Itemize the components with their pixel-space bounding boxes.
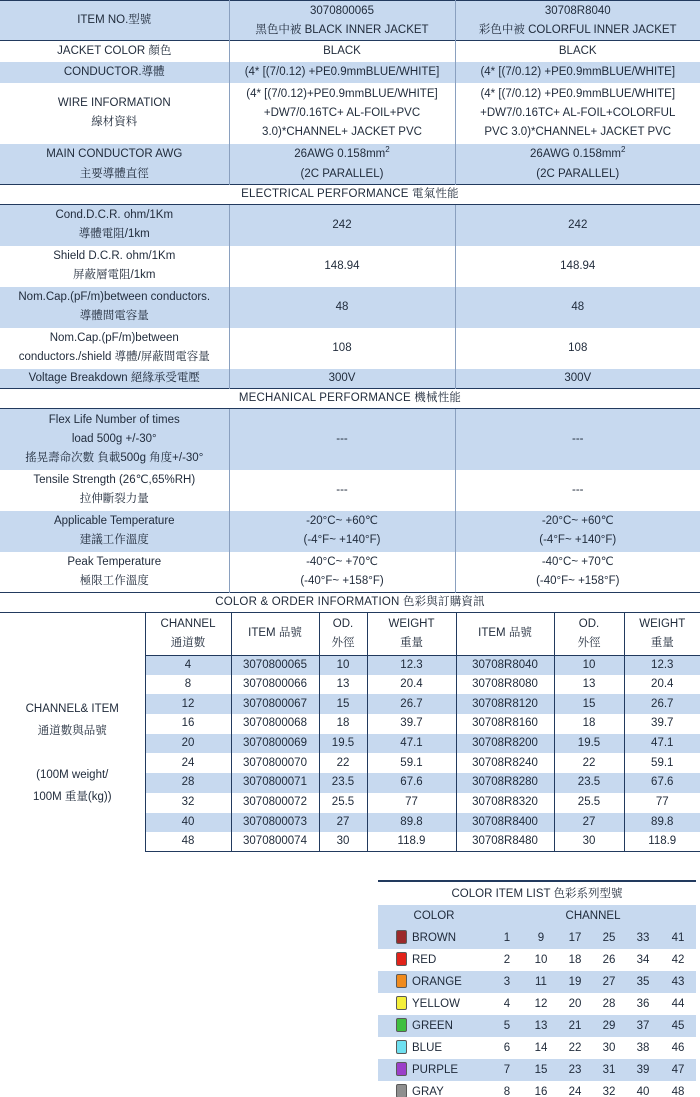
od-header-zh: 外徑 (331, 636, 355, 649)
wire-info-label-en: WIRE INFORMATION (57, 97, 171, 109)
color-list-row (378, 927, 696, 949)
channel-number: 29 (592, 1015, 626, 1037)
channel-cell: 32 (145, 793, 231, 813)
color-name-cell (378, 1037, 490, 1059)
weight1-cell: 20.4 (367, 675, 456, 695)
color-name-cell (378, 993, 490, 1015)
channel-cell: 28 (145, 773, 231, 793)
item-no-label: ITEM NO.型號 (0, 1, 229, 41)
awg-unit-sup: 2 (621, 144, 626, 154)
channel-number: 2 (490, 949, 524, 971)
item1-cell: 3070800068 (231, 714, 319, 734)
channel-number: 47 (660, 1059, 696, 1081)
color-name: GREEN (412, 1020, 453, 1032)
yellow-swatch-icon (396, 996, 407, 1010)
elec-col2: 148.94 (455, 246, 700, 287)
electrical-title: ELECTRICAL PERFORMANCE 電氣性能 (0, 185, 700, 205)
awg-label-en: MAIN CONDUCTOR AWG (0, 144, 229, 165)
applicable-label-line: 建議工作溫度 (79, 534, 149, 546)
channel-number: 16 (524, 1081, 558, 1097)
elec-label-line: Nom.Cap.(pF/m)between conductors. (18, 291, 211, 303)
weight1-header (367, 613, 456, 655)
channel-number: 1 (490, 927, 524, 949)
flex-col2: --- (455, 409, 700, 470)
elec-label-line: Nom.Cap.(pF/m)between (49, 332, 179, 344)
elec-col1: 148.94 (229, 246, 455, 287)
channel-number: 32 (592, 1081, 626, 1097)
color-list-row (378, 1015, 696, 1037)
wire-info-col2-line: (4* [(7/0.12) +PE0.9mmBLUE/WHITE] (480, 87, 676, 100)
peak-temp-col2 (455, 552, 700, 593)
channel-number: 24 (558, 1081, 592, 1097)
weight1-cell: 39.7 (367, 714, 456, 734)
wire-info-col2 (455, 83, 700, 144)
temp-line: (-40°F~ +158°F) (536, 574, 620, 587)
header-col2 (455, 1, 700, 41)
color-list-row (378, 1037, 696, 1059)
channel-number: 5 (490, 1015, 524, 1037)
awg-label-zh: 主要導體直徑 (0, 165, 229, 185)
peak-temp-label (0, 552, 229, 593)
item1-cell: 3070800069 (231, 734, 319, 754)
channel-number: 28 (592, 993, 626, 1015)
od1-cell: 30 (319, 832, 367, 852)
channel-number: 3 (490, 971, 524, 993)
side-label-line (2, 742, 143, 764)
awg-note-row (0, 165, 700, 185)
channel-number: 26 (592, 949, 626, 971)
channel-number: 33 (626, 927, 660, 949)
channel-cell: 16 (145, 714, 231, 734)
item2-cell: 30708R8240 (456, 753, 554, 773)
awg-col1 (229, 144, 455, 165)
elec-label-line: 導體間電容量 (79, 310, 149, 322)
order-header-row (0, 613, 700, 655)
weight1-cell: 59.1 (367, 753, 456, 773)
od1-cell: 19.5 (319, 734, 367, 754)
header-col1 (229, 1, 455, 41)
color-list-header-row (378, 905, 696, 927)
weight2-cell: 118.9 (624, 832, 700, 852)
od1-cell: 15 (319, 694, 367, 714)
peak-label-line: Peak Temperature (67, 555, 162, 568)
color-list-title-row (378, 881, 696, 905)
weight1-cell: 12.3 (367, 655, 456, 675)
weight2-cell: 89.8 (624, 813, 700, 833)
color-name-cell (378, 1059, 490, 1081)
channel-number: 48 (660, 1081, 696, 1097)
od-header-en: OD. (578, 617, 600, 630)
elec-col1: 242 (229, 205, 455, 246)
weight2-cell: 59.1 (624, 753, 700, 773)
col2-model: 30708R8040 (544, 4, 611, 17)
green-swatch-icon (396, 1018, 407, 1032)
item2-cell: 30708R8160 (456, 714, 554, 734)
temp-line: (-4°F~ +140°F) (539, 534, 617, 546)
channel-number: 17 (558, 927, 592, 949)
awg-col2 (455, 144, 700, 165)
order-title: COLOR & ORDER INFORMATION 色彩與訂購資訊 (0, 593, 700, 613)
od2-cell: 25.5 (554, 793, 624, 813)
weight2-cell: 77 (624, 793, 700, 813)
conductor-col2: (4* [(7/0.12) +PE0.9mmBLUE/WHITE] (455, 62, 700, 83)
item1-cell: 3070800074 (231, 832, 319, 852)
order-table (0, 613, 700, 852)
channel-number: 27 (592, 971, 626, 993)
channel-number: 20 (558, 993, 592, 1015)
order-row (0, 655, 700, 675)
item1-cell: 3070800065 (231, 655, 319, 675)
item2-cell: 30708R8040 (456, 655, 554, 675)
channel-number: 11 (524, 971, 558, 993)
header-row (0, 1, 700, 41)
channel-number: 37 (626, 1015, 660, 1037)
od-header-zh: 外徑 (577, 636, 601, 649)
brown-swatch-icon (396, 930, 407, 944)
channel-number: 45 (660, 1015, 696, 1037)
conductor-col1: (4* [(7/0.12) +PE0.9mmBLUE/WHITE] (229, 62, 455, 83)
elec-label-line: 屏蔽層電阻/1km (73, 269, 156, 281)
channel-number: 40 (626, 1081, 660, 1097)
od1-cell: 18 (319, 714, 367, 734)
elec-label (0, 246, 229, 287)
color-name-cell (378, 971, 490, 993)
side-label-line: 通道數與品號 (37, 725, 107, 738)
tensile-label-line: Tensile Strength (26℃,65%RH) (33, 474, 196, 486)
weight1-cell: 67.6 (367, 773, 456, 793)
color-name-cell (378, 1081, 490, 1097)
item2-header: ITEM 品號 (456, 613, 554, 655)
weight2-header (624, 613, 700, 655)
flex-row (0, 409, 700, 470)
applicable-temp-col1 (229, 511, 455, 552)
weight2-cell: 26.7 (624, 694, 700, 714)
color-header: COLOR (378, 905, 490, 927)
channel-number: 18 (558, 949, 592, 971)
peak-temp-col1 (229, 552, 455, 593)
color-list-row (378, 949, 696, 971)
channel-number: 6 (490, 1037, 524, 1059)
channel-number: 13 (524, 1015, 558, 1037)
side-label-line: 100M 重量(kg)) (32, 791, 112, 804)
channel-cell: 20 (145, 734, 231, 754)
awg-col1-note: (2C PARALLEL) (229, 165, 455, 185)
channel-number: 41 (660, 927, 696, 949)
channel-number: 10 (524, 949, 558, 971)
elec-label (0, 205, 229, 246)
channel-header (145, 613, 231, 655)
color-name: YELLOW (412, 998, 460, 1010)
channel-header-zh: 通道數 (170, 636, 206, 649)
weight-header-en: WEIGHT (388, 617, 435, 630)
purple-swatch-icon (396, 1062, 407, 1076)
od2-cell: 22 (554, 753, 624, 773)
color-list-table (378, 880, 696, 1097)
wire-info-label-zh: 線材資料 (91, 116, 138, 128)
channel-number: 14 (524, 1037, 558, 1059)
od2-cell: 19.5 (554, 734, 624, 754)
od1-cell: 27 (319, 813, 367, 833)
color-name: ORANGE (412, 976, 462, 988)
channel-number: 8 (490, 1081, 524, 1097)
elec-col1: 108 (229, 328, 455, 369)
tensile-label-line: 拉伸斷裂力量 (79, 493, 149, 505)
tensile-col2: --- (455, 470, 700, 511)
od1-header (319, 613, 367, 655)
awg-row (0, 144, 700, 165)
channel-number: 23 (558, 1059, 592, 1081)
od1-cell: 22 (319, 753, 367, 773)
elec-col1: 48 (229, 287, 455, 328)
item1-cell: 3070800070 (231, 753, 319, 773)
color-name-cell (378, 1015, 490, 1037)
tensile-label (0, 470, 229, 511)
od1-cell: 25.5 (319, 793, 367, 813)
od2-cell: 10 (554, 655, 624, 675)
weight-header-zh: 重量 (400, 636, 423, 649)
applicable-label-line: Applicable Temperature (53, 515, 175, 527)
wire-info-col1 (229, 83, 455, 144)
weight1-cell: 89.8 (367, 813, 456, 833)
jacket-color-col1: BLACK (229, 41, 455, 62)
color-list-body (378, 927, 696, 1097)
item1-cell: 3070800067 (231, 694, 319, 714)
weight1-cell: 47.1 (367, 734, 456, 754)
item1-header: ITEM 品號 (231, 613, 319, 655)
col1-desc: 黑色中被 BLACK INNER JACKET (255, 23, 429, 36)
color-name-cell (378, 927, 490, 949)
jacket-color-col2: BLACK (455, 41, 700, 62)
temp-line: -20°C~ +60℃ (306, 515, 378, 527)
wire-info-col2-line: +DW7/0.16TC+ AL-FOIL+COLORFUL (480, 106, 676, 119)
item1-cell: 3070800066 (231, 675, 319, 695)
weight2-cell: 47.1 (624, 734, 700, 754)
electrical-section (0, 185, 700, 205)
temp-line: (-40°F~ +158°F) (300, 574, 384, 587)
flex-label-line: load 500g +/-30° (71, 432, 157, 445)
order-body (0, 655, 700, 852)
channel-number: 38 (626, 1037, 660, 1059)
od-header-en: OD. (332, 617, 354, 630)
channel-cell: 24 (145, 753, 231, 773)
elec-label (0, 287, 229, 328)
elec-col2: 48 (455, 287, 700, 328)
color-list-row (378, 1059, 696, 1081)
od2-cell: 18 (554, 714, 624, 734)
red-swatch-icon (396, 952, 407, 966)
channel-number: 43 (660, 971, 696, 993)
channel-number: 44 (660, 993, 696, 1015)
od2-cell: 15 (554, 694, 624, 714)
elec-col2: 108 (455, 328, 700, 369)
jacket-color-row (0, 41, 700, 62)
awg-col2-note: (2C PARALLEL) (455, 165, 700, 185)
flex-label-line: Flex Life Number of times (48, 413, 180, 426)
temp-line: -40°C~ +70℃ (541, 555, 614, 568)
color-list-title: COLOR ITEM LIST 色彩系列型號 (378, 881, 696, 905)
od2-header (554, 613, 624, 655)
color-name: BROWN (412, 932, 457, 944)
weight1-cell: 77 (367, 793, 456, 813)
col1-model: 3070800065 (310, 4, 374, 17)
wire-info-col1-line: +DW7/0.16TC+ AL-FOIL+PVC (263, 106, 421, 119)
channel-number: 35 (626, 971, 660, 993)
channel-number: 4 (490, 993, 524, 1015)
item2-cell: 30708R8280 (456, 773, 554, 793)
wire-info-row (0, 83, 700, 144)
elec-col2: 242 (455, 205, 700, 246)
channel-cell: 4 (145, 655, 231, 675)
awg-col1-value: 26AWG 0.158mm (294, 147, 386, 160)
item2-cell: 30708R8480 (456, 832, 554, 852)
channel-number: 39 (626, 1059, 660, 1081)
color-name: GRAY (412, 1086, 444, 1097)
peak-label-line: 極限工作溫度 (79, 574, 149, 587)
channel-cell: 8 (145, 675, 231, 695)
weight1-cell: 118.9 (367, 832, 456, 852)
item1-cell: 3070800071 (231, 773, 319, 793)
channel-number: 22 (558, 1037, 592, 1059)
awg-unit-sup: 2 (385, 144, 390, 154)
applicable-temp-row (0, 511, 700, 552)
flex-label-line: 搖晃壽命次數 負載500g 角度+/-30° (25, 451, 204, 464)
color-list-row (378, 971, 696, 993)
conductor-row (0, 62, 700, 83)
item2-cell: 30708R8120 (456, 694, 554, 714)
peak-temp-row (0, 552, 700, 593)
elec-row (0, 205, 700, 246)
od1-cell: 13 (319, 675, 367, 695)
temp-line: (-4°F~ +140°F) (303, 534, 381, 546)
od2-cell: 23.5 (554, 773, 624, 793)
color-list-row (378, 1081, 696, 1097)
od1-cell: 10 (319, 655, 367, 675)
orange-swatch-icon (396, 974, 407, 988)
channel-number: 31 (592, 1059, 626, 1081)
color-name-cell (378, 949, 490, 971)
gray-swatch-icon (396, 1084, 407, 1097)
elec-row (0, 246, 700, 287)
elec-row (0, 328, 700, 369)
applicable-temp-label (0, 511, 229, 552)
wire-info-col1-line: (4* [(7/0.12)+PE0.9mmBLUE/WHITE] (246, 87, 438, 100)
order-section (0, 593, 700, 613)
channel-number: 30 (592, 1037, 626, 1059)
temp-line: -20°C~ +60℃ (541, 515, 614, 527)
item2-cell: 30708R8400 (456, 813, 554, 833)
channel-number: 15 (524, 1059, 558, 1081)
channel-cell: 40 (145, 813, 231, 833)
item2-cell: 30708R8320 (456, 793, 554, 813)
od2-cell: 30 (554, 832, 624, 852)
channel-number: 36 (626, 993, 660, 1015)
side-label-line: (100M weight/ (36, 769, 109, 782)
weight-header-en: WEIGHT (639, 617, 686, 630)
elec-label-line: Shield D.C.R. ohm/1Km (53, 250, 176, 262)
elec-row (0, 369, 700, 389)
color-name: BLUE (412, 1042, 443, 1054)
channel-number: 9 (524, 927, 558, 949)
channel-number: 7 (490, 1059, 524, 1081)
channel-number: 21 (558, 1015, 592, 1037)
order-header-blank (0, 613, 145, 655)
weight2-cell: 67.6 (624, 773, 700, 793)
channel-header: CHANNEL (490, 905, 696, 927)
flex-label (0, 409, 229, 470)
elec-label: Voltage Breakdown 絕緣承受電壓 (0, 369, 229, 389)
awg-col2-value: 26AWG 0.158mm (530, 147, 621, 160)
weight2-cell: 20.4 (624, 675, 700, 695)
od2-cell: 27 (554, 813, 624, 833)
weight1-cell: 26.7 (367, 694, 456, 714)
temp-line: -40°C~ +70℃ (306, 555, 378, 568)
channel-number: 25 (592, 927, 626, 949)
channel-header-en: CHANNEL (160, 617, 216, 630)
elec-label-line: conductors./shield 導體/屏蔽間電容量 (18, 351, 210, 363)
applicable-temp-col2 (455, 511, 700, 552)
weight2-cell: 39.7 (624, 714, 700, 734)
item2-cell: 30708R8200 (456, 734, 554, 754)
color-list-row (378, 993, 696, 1015)
channel-number: 46 (660, 1037, 696, 1059)
col2-desc: 彩色中被 COLORFUL INNER JACKET (478, 23, 677, 36)
side-label-line: CHANNEL& ITEM (25, 703, 119, 716)
channel-cell: 48 (145, 832, 231, 852)
jacket-color-label: JACKET COLOR 顏色 (0, 41, 229, 62)
item1-cell: 3070800072 (231, 793, 319, 813)
color-name: RED (412, 954, 437, 966)
channel-number: 34 (626, 949, 660, 971)
od2-cell: 13 (554, 675, 624, 695)
item2-cell: 30708R8080 (456, 675, 554, 695)
elec-col2: 300V (455, 369, 700, 389)
tensile-col1: --- (229, 470, 455, 511)
tensile-row (0, 470, 700, 511)
channel-number: 42 (660, 949, 696, 971)
weight-header-zh: 重量 (650, 636, 674, 649)
od1-cell: 23.5 (319, 773, 367, 793)
mechanical-section (0, 389, 700, 409)
elec-label-line: Cond.D.C.R. ohm/1Km (55, 209, 174, 222)
item1-cell: 3070800073 (231, 813, 319, 833)
wire-info-col1-line: 3.0)*CHANNEL+ JACKET PVC (262, 125, 422, 138)
wire-info-col2-line: PVC 3.0)*CHANNEL+ JACKET PVC (484, 125, 672, 138)
elec-col1: 300V (229, 369, 455, 389)
elec-row (0, 287, 700, 328)
elec-label (0, 328, 229, 369)
color-name: PURPLE (412, 1064, 459, 1076)
channel-cell: 12 (145, 694, 231, 714)
wire-info-label (0, 83, 229, 144)
weight2-cell: 12.3 (624, 655, 700, 675)
flex-col1: --- (229, 409, 455, 470)
channel-item-side-label (0, 655, 145, 852)
blue-swatch-icon (396, 1040, 407, 1054)
channel-number: 12 (524, 993, 558, 1015)
mechanical-title: MECHANICAL PERFORMANCE 機械性能 (0, 389, 700, 409)
channel-number: 19 (558, 971, 592, 993)
elec-label-line: 導體電阻/1km (78, 228, 150, 241)
conductor-label: CONDUCTOR.導體 (0, 62, 229, 83)
